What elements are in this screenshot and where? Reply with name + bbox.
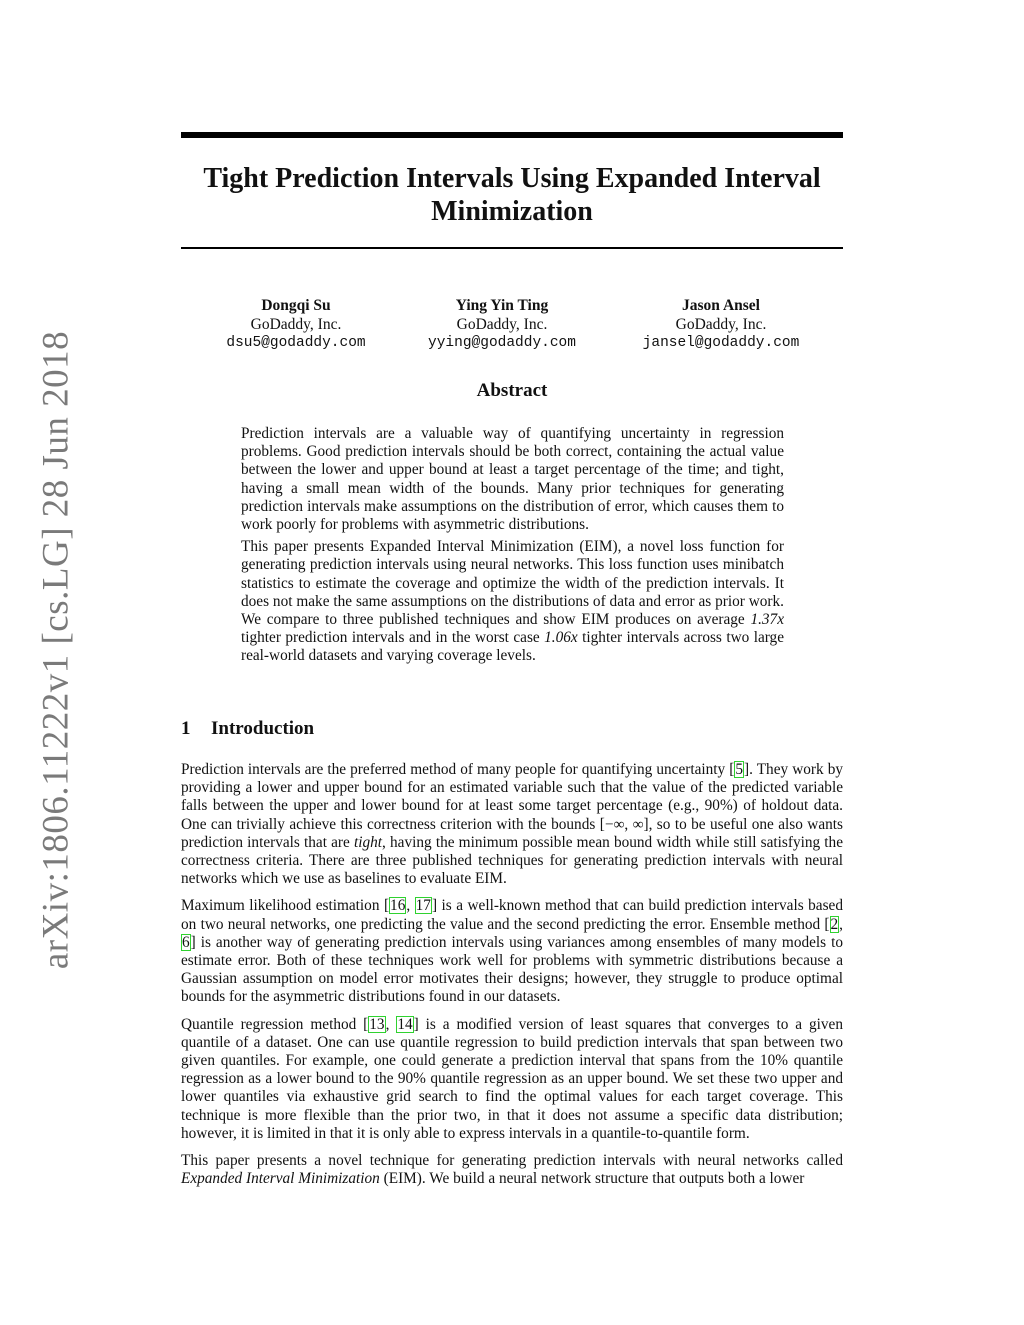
body-paragraph: Prediction intervals are the preferred method of many people for quantifying uncertainty [5]. They work by providing a lower and upper bound for an estimated variable such that the value of the predicted variable falls between the upper and lower bound for at least some target percentage (e.g., 90%) of holdout data. One can trivially achieve this correctness criterion with the bounds [−∞, ∞], so to be useful one also wants prediction intervals that are tight, having the minimum possible mean bound width while still satisfying the correctness criteria. There are three published techniques for generating prediction intervals with neural networks which we use as baselines to evaluate EIM. — [181, 761, 843, 888]
author-affiliation: GoDaddy, Inc. — [456, 316, 548, 333]
author-block — [392, 296, 612, 353]
citation-link[interactable]: 14 — [397, 1015, 413, 1033]
author-block — [186, 296, 406, 353]
author-block — [611, 296, 831, 353]
math-expression: 1.37x — [750, 611, 784, 629]
citation-link[interactable]: 17 — [415, 897, 431, 915]
math-expression: [−∞, ∞] — [599, 815, 649, 833]
author-name: Ying Yin Ting — [455, 297, 549, 314]
citation-link[interactable]: 2 — [830, 915, 839, 933]
body-paragraph: This paper presents a novel technique for generating prediction intervals with neural networks called Expanded Interval Minimization (EIM). We build a neural network structure that outputs both a lower — [181, 1152, 843, 1188]
author-email[interactable]: jansel@godaddy.com — [642, 335, 800, 351]
section-number: 1 — [181, 718, 191, 739]
author-email[interactable]: yying@godaddy.com — [428, 335, 576, 351]
title-bottom-rule — [181, 247, 843, 249]
section-heading-introduction — [181, 718, 314, 740]
section-title: Introduction — [211, 718, 315, 739]
body-paragraph: Quantile regression method [13, 14] is a modified version of least squares that converges to a given quantile of a dataset. One can use quantile regression to build prediction intervals that span between two given quantiles. For example, one could generate a prediction interval that spans from the 10% quantile regression as a lower bound to the 90% quantile regression as an upper bound. We set these two upper and lower quantiles via exhaustive grid search to find the optimal values for each target coverage. This technique is more flexible than the prior two, in that it does not assume a specific data distribution; however, it is limited in that it is only able to express intervals in a quantile-to-quantile form. — [181, 1015, 843, 1142]
author-affiliation: GoDaddy, Inc. — [675, 316, 767, 333]
title-top-rule — [181, 132, 843, 138]
abstract-paragraph: This paper presents Expanded Interval Minimization (EIM), a novel loss function for generating prediction intervals using neural networks. This loss function uses minibatch statistics to estimate the coverage and optimize the width of the prediction intervals. It does not make the same assumptions on the distributions of data and error as prior work. We compare to three published techniques and show EIM produces on average 1.37x tighter prediction intervals and in the worst case 1.06x tighter intervals across two large real-world datasets and varying coverage levels. — [241, 538, 784, 665]
arxiv-identifier-watermark: arXiv:1806.11222v1 [cs.LG] 28 Jun 2018 — [35, 330, 77, 970]
paper-title: Tight Prediction Intervals Using Expanded Interval Minimization — [203, 163, 821, 227]
author-affiliation: GoDaddy, Inc. — [250, 316, 342, 333]
math-expression: 1.06x — [544, 629, 578, 647]
author-email[interactable]: dsu5@godaddy.com — [226, 335, 366, 351]
citation-link[interactable]: 6 — [182, 933, 190, 951]
citation-link[interactable]: 13 — [369, 1015, 385, 1033]
introduction-body — [181, 761, 843, 1197]
body-paragraph: Maximum likelihood estimation [16, 17] is a well-known method that can build prediction intervals based on two neural networks, one predicting the value and the second predicting the error. Ensemble method [2, 6] is another way of generating prediction intervals using variances among ensembles of many models to estimate error. Both of these techniques work well for problems with symmetric distributions because a Gaussian assumption on model error motivates their designs; however, they struggle to produce optimal bounds for the asymmetric distributions found in our datasets. — [181, 897, 843, 1006]
citation-link[interactable]: 16 — [390, 897, 406, 915]
abstract-body — [241, 425, 784, 670]
abstract-heading: Abstract — [476, 380, 548, 401]
citation-link[interactable]: 5 — [735, 761, 743, 778]
author-name: Dongqi Su — [261, 297, 331, 314]
abstract-paragraph: Prediction intervals are a valuable way of quantifying uncertainty in regression problems. Good prediction intervals should be both correct, containing the actual value between the lower and upper bound at least a target percentage of the time; and tight, having a small mean width of the bounds. Many prior techniques for generating prediction intervals make assumptions on the distribution of error, which causes them to work poorly for problems with asymmetric distributions. — [241, 425, 784, 534]
author-name: Jason Ansel — [682, 297, 760, 314]
